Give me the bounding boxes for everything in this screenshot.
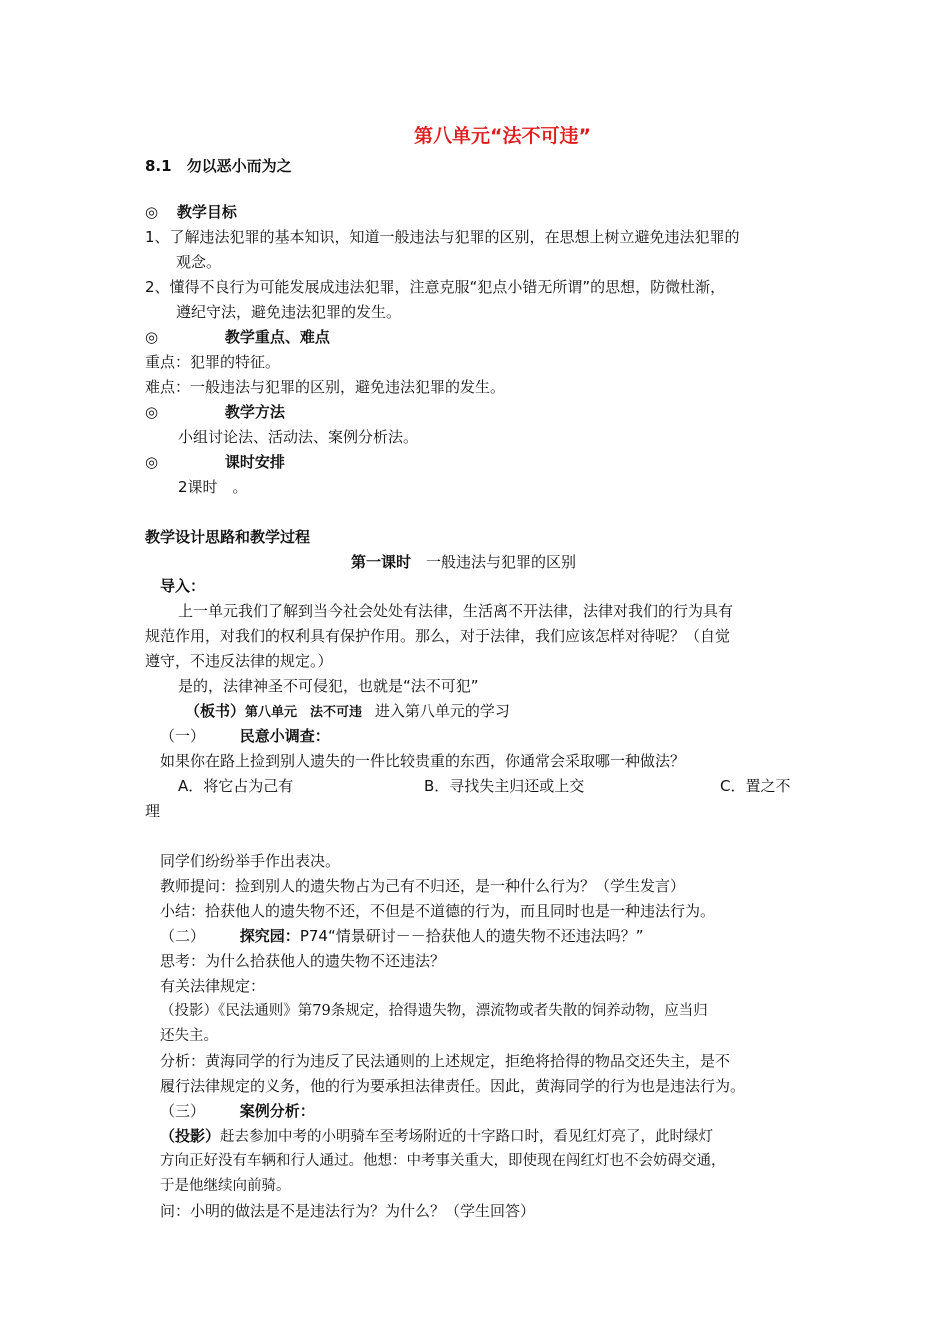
survey-question: 如果你在路上捡到别人遗失的一件比较贵重的东西，你通常会采取哪一种做法？: [160, 752, 686, 770]
goals-heading: 教学目标: [176, 203, 237, 221]
process-heading: 教学设计思路和教学过程: [145, 528, 311, 546]
case-projection-text: 赶去参加中考的小明骑车至考场附近的十字路口时，看见红灯亮了，此时绿灯: [220, 1129, 714, 1145]
teacher-question: 教师提问：捡到别人的遗失物占为己有不归还，是一种什么行为？（学生发言）: [160, 877, 686, 895]
bullet-symbol: ◎: [145, 203, 159, 221]
bullet-symbol: ◎: [145, 328, 159, 346]
law-label: 有关法律规定：: [160, 977, 266, 995]
intro-paragraph-2: 是的，法律神圣不可侵犯，也就是“法不可犯”: [178, 677, 479, 695]
bullet-symbol: ◎: [145, 403, 159, 421]
case-projection-line-3: 于是他继续向前骑。: [160, 1178, 291, 1194]
case-projection-line-1: [160, 1126, 713, 1147]
keypoints-heading-row: [145, 327, 330, 347]
schedule-text: 2课时 。: [178, 478, 248, 496]
methods-heading: 教学方法: [224, 403, 285, 421]
bullet-symbol: ◎: [145, 453, 159, 471]
intro-paragraph-line-1: 上一单元我们了解到当今社会处处有法律，生活离不开法律，法律对我们的行为具有: [178, 602, 734, 620]
intro-label: 导入：: [160, 577, 206, 595]
session-topic: 一般违法与犯罪的区别: [411, 553, 577, 571]
methods-heading-row: [145, 402, 285, 422]
case-question: 问：小明的做法是不是违法行为？为什么？（学生回答）: [160, 1202, 536, 1220]
goals-heading-row: [145, 202, 237, 222]
survey-summary: 小结：拾获他人的遗失物不还，不但是不道德的行为，而且同时也是一种违法行为。: [160, 902, 716, 920]
session-label: 第一课时: [351, 553, 412, 571]
section-number: （一）: [160, 727, 206, 745]
projection-line-2: 还失主。: [160, 1028, 218, 1044]
goal-item-1-line-2: 观念。: [176, 253, 222, 271]
methods-text: 小组讨论法、活动法、案例分析法。: [178, 428, 419, 446]
goal-item-2-line-2: 遵纪守法，避免违法犯罪的发生。: [176, 303, 402, 321]
goal-item-1-line-1: 1、了解违法犯罪的基本知识，知道一般违法与犯罪的区别，在思想上树立避免违法犯罪的: [145, 228, 740, 246]
board-line: [185, 701, 510, 723]
intro-paragraph-line-2: 规范作用，对我们的权利具有保护作用。那么，对于法律，我们应该怎样对待呢？（自觉: [145, 627, 731, 645]
explore-think: 思考：为什么拾获他人的遗失物不还违法？: [160, 952, 446, 970]
explore-heading-row: [160, 926, 644, 946]
board-label: （板书）: [185, 702, 246, 720]
keypoints-heading: 教学重点、难点: [224, 328, 330, 346]
schedule-heading: 课时安排: [224, 453, 285, 471]
case-heading: 案例分析：: [239, 1102, 315, 1120]
survey-option-c-wrap: 理: [145, 802, 161, 820]
difficult-point-text: 难点：一般违法与犯罪的区别，避免违法犯罪的发生。: [145, 378, 506, 396]
session-heading: [351, 552, 576, 572]
explore-heading: 探究园：: [239, 927, 300, 945]
section-number: （二）: [160, 927, 206, 945]
projection-line-1: （投影）《民法通则》第79条规定，拾得遗失物，漂流物或者失散的饲养动物，应当归: [160, 1003, 708, 1019]
survey-vote: 同学们纷纷举手作出表决。: [160, 852, 341, 870]
case-heading-row: [160, 1101, 315, 1121]
analysis-line-1: 分析：黄海同学的行为违反了民法通则的上述规定，拒绝将拾得的物品交还失主，是不: [160, 1052, 731, 1070]
section-number: （三）: [160, 1102, 206, 1120]
analysis-line-2: 履行法律规定的义务，他的行为要承担法律责任。因此，黄海同学的行为也是违法行为。: [160, 1077, 746, 1095]
survey-heading-row: [160, 726, 330, 746]
survey-option-c: C．置之不: [720, 777, 791, 795]
board-text: 第八单元 法不可违: [245, 705, 363, 720]
schedule-heading-row: [145, 452, 285, 472]
document-title: 第八单元“法不可违”: [414, 125, 591, 147]
lesson-heading: 8.1 勿以恶小而为之: [145, 157, 292, 175]
case-projection-line-2: 方向正好没有车辆和行人通过。他想：中考事关重大，即使现在闯红灯也不会妨碍交通，: [160, 1153, 726, 1169]
survey-option-b: B．寻找失主归还或上交: [424, 777, 585, 795]
survey-heading: 民意小调查：: [239, 727, 330, 745]
board-rest: 进入第八单元的学习: [374, 702, 510, 720]
explore-topic: P74“情景研讨－－拾获他人的遗失物不还违法吗？”: [299, 927, 644, 945]
case-projection-label: （投影）: [160, 1127, 221, 1145]
key-point-text: 重点：犯罪的特征。: [145, 353, 281, 371]
survey-option-a: A．将它占为己有: [178, 777, 294, 795]
intro-paragraph-line-3: 遵守，不违反法律的规定。）: [145, 652, 333, 670]
goal-item-2-line-1: 2、懂得不良行为可能发展成违法犯罪，注意克服“犯点小错无所谓”的思想，防微杜渐，: [145, 278, 726, 296]
